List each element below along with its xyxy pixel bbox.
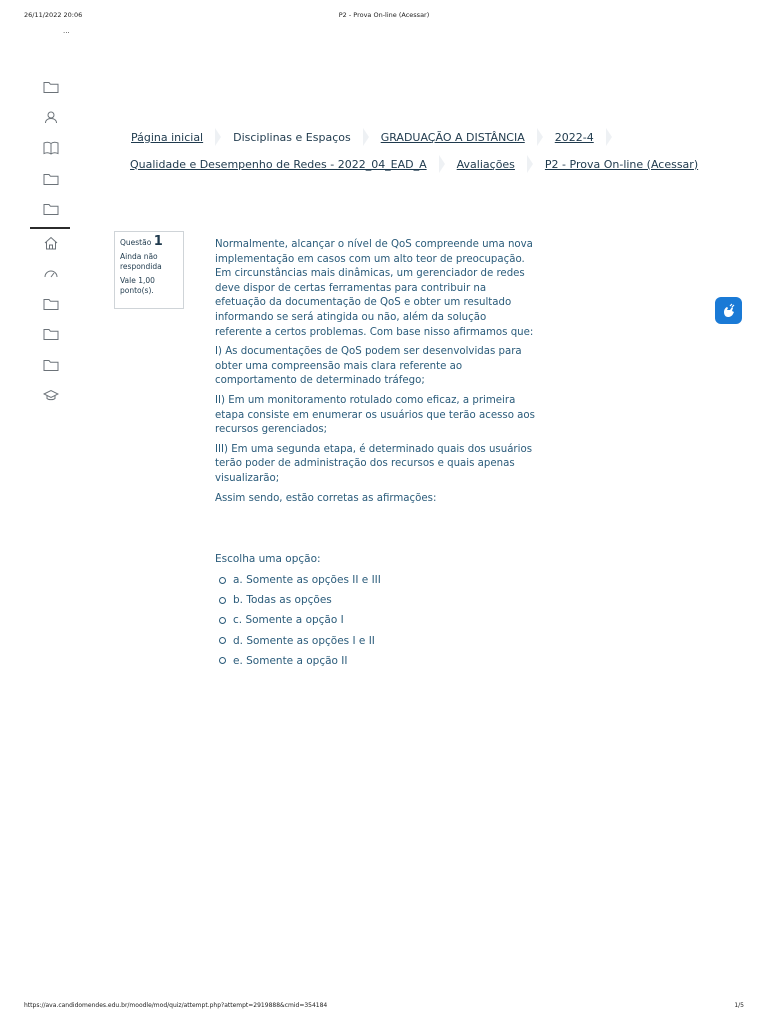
breadcrumb-disciplinas[interactable]: Disciplinas e Espaços [233, 130, 351, 144]
answer-option-label[interactable]: e. Somente a opção II [233, 654, 348, 667]
breadcrumb-graduacao[interactable]: GRADUAÇÃO A DISTÂNCIA [380, 130, 525, 144]
answer-option-e[interactable] [219, 651, 381, 671]
breadcrumb-separator [215, 128, 221, 146]
radio-button[interactable] [219, 657, 226, 664]
folder-icon[interactable] [43, 202, 59, 216]
answer-option-label[interactable]: a. Somente as opções II e III [233, 574, 381, 587]
user-icon[interactable] [43, 110, 59, 124]
question-paragraph: II) Em um monitoramento rotulado como eficaz, a primeira etapa consiste em enumerar os usuários que terão acesso aos recursos gerenciados; [215, 394, 535, 436]
answer-option-b[interactable] [219, 590, 381, 610]
answer-option-a[interactable] [219, 570, 381, 590]
breadcrumb-row-2 [130, 155, 698, 173]
breadcrumb-separator [527, 155, 533, 173]
breadcrumb-separator [363, 128, 369, 146]
answer-option-label[interactable]: c. Somente a opção I [233, 614, 344, 627]
folder-icon[interactable] [43, 172, 59, 186]
folder-icon[interactable] [43, 358, 59, 372]
radio-button[interactable] [219, 577, 226, 584]
sidebar-divider [30, 227, 70, 229]
folder-icon[interactable] [43, 80, 59, 94]
breadcrumb-home[interactable]: Página inicial [131, 130, 204, 144]
question-info-box [114, 231, 184, 309]
answer-option-label[interactable]: b. Todas as opções [233, 594, 332, 607]
print-url: https://ava.candidomendes.edu.br/moodle/mod/quiz/attempt.php?attempt=2919888&cmid=354184 [24, 1002, 328, 1009]
print-title: P2 - Prova On-line (Acessar) [338, 11, 430, 19]
question-paragraph: III) Em uma segunda etapa, é determinado quais dos usuários terão poder de administração dos recursos e quais apenas visualizarão; [215, 443, 532, 484]
breadcrumb-2022-4[interactable]: 2022-4 [554, 130, 594, 144]
breadcrumb-separator [537, 128, 543, 146]
book-icon[interactable] [43, 141, 59, 155]
radio-button[interactable] [219, 617, 226, 624]
breadcrumb-avaliacoes[interactable]: Avaliações [456, 157, 515, 171]
home-icon[interactable] [43, 236, 59, 250]
breadcrumb-course[interactable]: Qualidade e Desempenho de Redes - 2022_04_EAD_A [130, 157, 427, 171]
graduation-cap-icon[interactable] [43, 388, 59, 402]
answer-option-d[interactable] [219, 631, 381, 651]
breadcrumb-separator [606, 128, 612, 146]
question-label: Questão [120, 238, 152, 247]
answer-options [219, 570, 381, 671]
folder-icon[interactable] [43, 327, 59, 341]
question-text [215, 238, 535, 511]
question-number: 1 [153, 234, 163, 249]
answer-option-label[interactable]: d. Somente as opções I e II [233, 634, 375, 647]
breadcrumb [131, 128, 624, 146]
question-points: Vale 1,00 ponto(s). [120, 276, 155, 295]
breadcrumb-separator [439, 155, 445, 173]
radio-button[interactable] [219, 637, 226, 644]
question-status: Ainda não respondida [120, 252, 162, 271]
print-page-number: 1/5 [734, 1002, 744, 1009]
sign-language-icon [720, 302, 738, 320]
question-paragraph: Normalmente, alcançar o nível de QoS compreende uma nova implementação em casos com um alto teor de preocupação. Em circunstâncias mais dinâmicas, um gerenciador de redes deve dispor de certas ferramentas para contribuir na efetuação da documentação de QoS e obter um resultado informando se será atingida ou não, além da solução referente a certos problemas. Com base nisso afirmamos que: [215, 239, 534, 338]
question-paragraph: Assim sendo, estão corretas as afirmações: [215, 492, 437, 504]
choose-option-label: Escolha uma opção: [215, 553, 321, 565]
breadcrumb-current-quiz[interactable]: P2 - Prova On-line (Acessar) [544, 157, 699, 171]
folder-icon[interactable] [43, 297, 59, 311]
question-number-line [120, 234, 183, 249]
print-datetime: 26/11/2022 20:06 [24, 11, 83, 19]
menu-ellipsis[interactable]: ... [63, 27, 70, 35]
question-paragraph: I) As documentações de QoS podem ser desenvolvidas para obter uma compreensão mais clara referente ao comportamento de determinado tráfego; [215, 346, 522, 387]
answer-option-c[interactable] [219, 610, 381, 630]
radio-button[interactable] [219, 597, 226, 604]
accessibility-button[interactable] [715, 297, 742, 324]
dashboard-icon[interactable] [43, 266, 59, 280]
